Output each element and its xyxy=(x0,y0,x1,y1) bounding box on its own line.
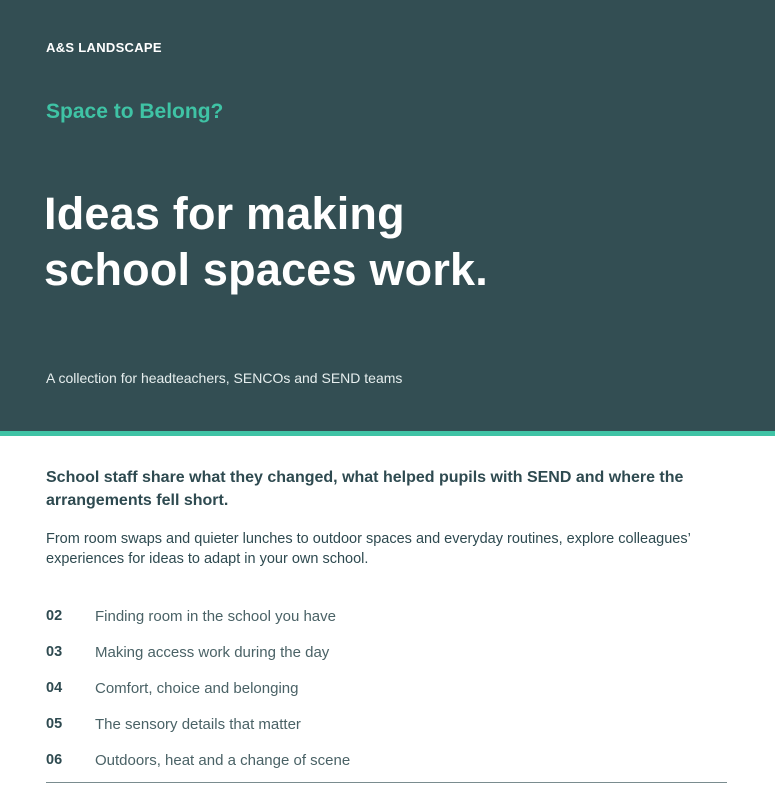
contents-page-number: 02 xyxy=(46,608,63,624)
contents-page-number: 04 xyxy=(46,680,63,696)
contents-item-title: Making access work during the day xyxy=(95,643,330,661)
publisher-name: A&S LANDSCAPE xyxy=(46,40,162,55)
page-title xyxy=(44,186,734,298)
page-subtitle: A collection for headteachers, SENCOs and SEND teams xyxy=(46,370,403,386)
contents-item[interactable] xyxy=(46,598,727,634)
contents-item-title: The sensory details that matter xyxy=(95,715,301,733)
series-kicker: Space to Belong? xyxy=(46,100,224,123)
bottom-rule xyxy=(46,782,727,783)
accent-divider xyxy=(0,431,775,436)
contents-item[interactable] xyxy=(46,670,727,706)
title-line-1: Ideas for making xyxy=(44,188,405,239)
contents-list xyxy=(46,598,727,778)
lead-paragraph: School staff share what they changed, what helped pupils with SEND and where the arrangements fell short. xyxy=(46,469,684,509)
contents-page-number: 06 xyxy=(46,752,63,768)
contents-item[interactable] xyxy=(46,706,727,742)
contents-item[interactable] xyxy=(46,742,727,778)
contents-page-number: 05 xyxy=(46,716,63,732)
contents-item[interactable] xyxy=(46,634,727,670)
contents-item-title: Finding room in the school you have xyxy=(95,607,336,625)
intro-paragraph: From room swaps and quieter lunches to outdoor spaces and everyday routines, explore colleagues’ experiences for ideas to adapt in your own school. xyxy=(46,531,691,567)
contents-page-number: 03 xyxy=(46,644,63,660)
title-line-2: school spaces work. xyxy=(44,244,488,295)
contents-item-title: Outdoors, heat and a change of scene xyxy=(95,751,351,769)
contents-item-title: Comfort, choice and belonging xyxy=(95,679,299,697)
